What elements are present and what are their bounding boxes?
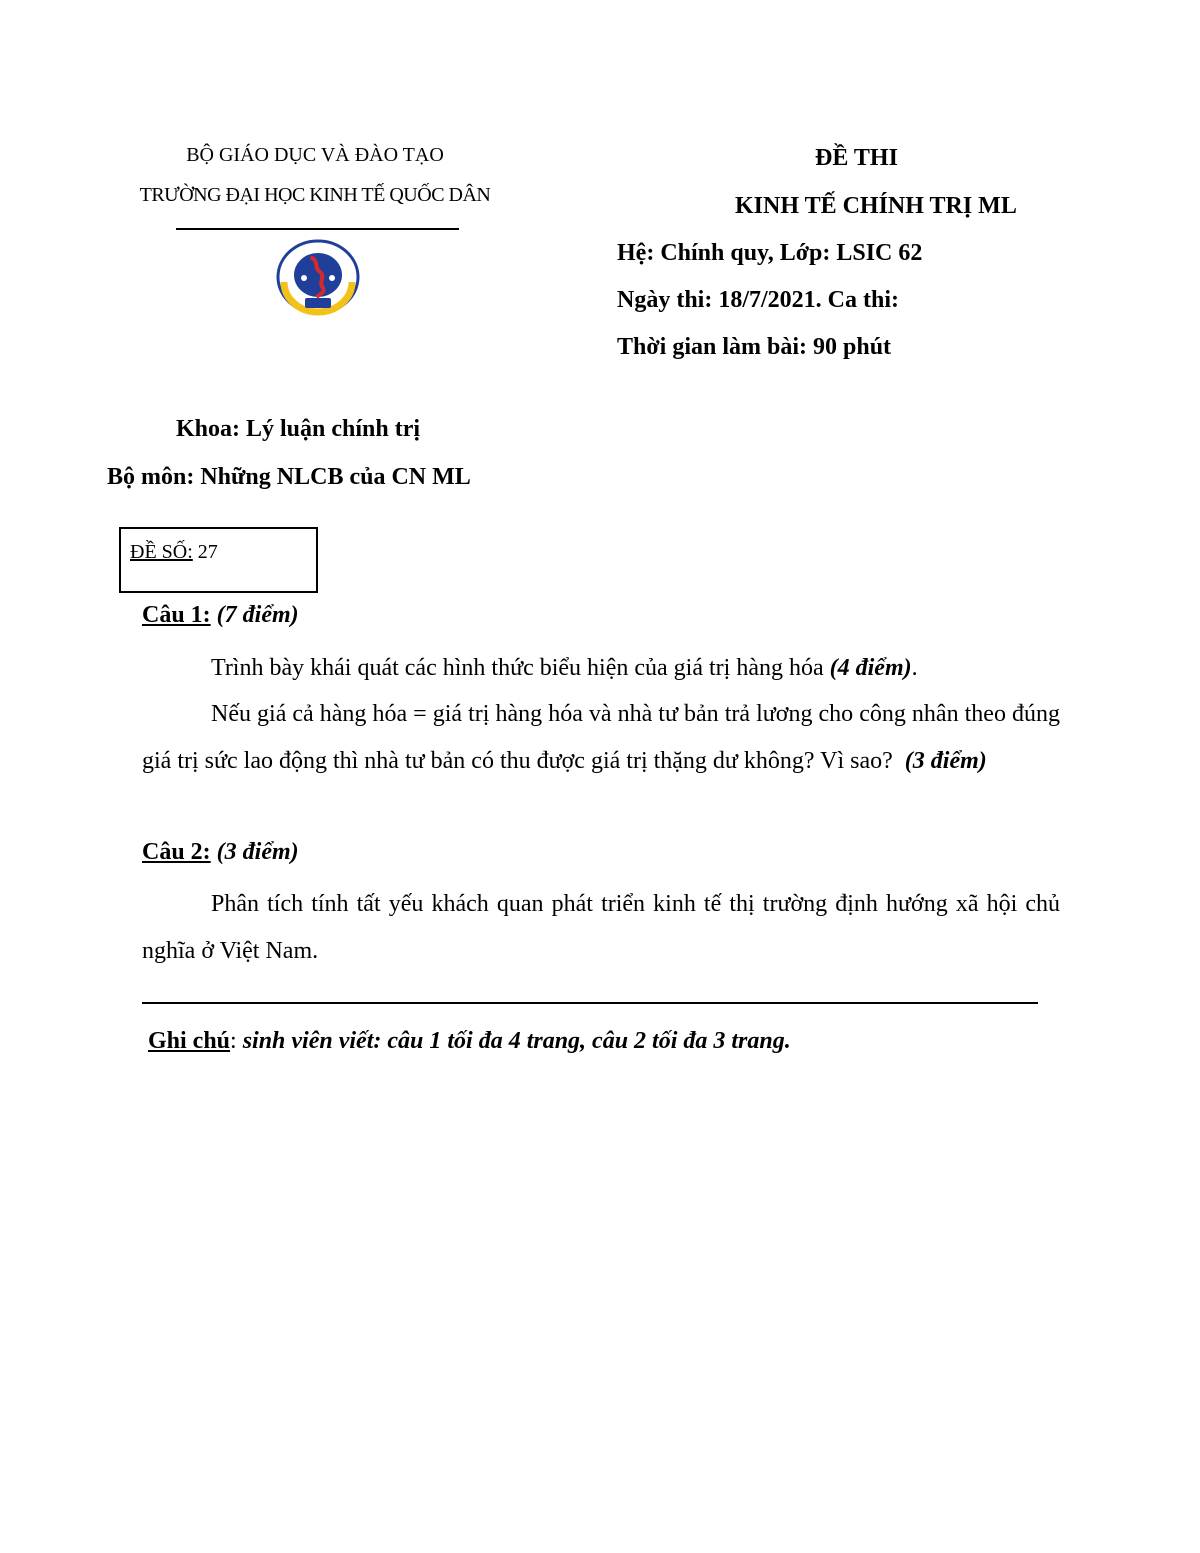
ministry-name: BỘ GIÁO DỤC VÀ ĐÀO TẠO	[186, 144, 444, 166]
question-1-label: Câu 1:	[142, 602, 211, 628]
exam-code-label: ĐỀ SỐ:	[130, 541, 193, 563]
faculty-name: Khoa: Lý luận chính trị	[176, 416, 421, 442]
question-1-heading	[142, 602, 299, 629]
program-class-line: Hệ: Chính quy, Lớp: LSIC 62	[617, 240, 923, 266]
question-2-heading	[142, 839, 299, 866]
exam-date-line: Ngày thi: 18/7/2021. Ca thi:	[617, 287, 899, 313]
header-divider	[176, 228, 459, 230]
footer-note: Ghi chú: sinh viên viết: câu 1 tối đa 4 trang, câu 2 tối đa 3 trang.	[148, 1028, 791, 1054]
question-2-text: Phân tích tính tất yếu khách quan phát triển kinh tế thị trường định hướng xã hội chủ nghĩa ở Việt Nam.	[142, 891, 1060, 964]
question-1-points: (7 điểm)	[216, 602, 299, 628]
question-2-points: (3 điểm)	[216, 839, 299, 865]
note-text: sinh viên viết: câu 1 tối đa 4 trang, câu 2 tối đa 3 trang.	[242, 1028, 791, 1054]
note-label: Ghi chú	[148, 1028, 231, 1054]
exam-duration-line: Thời gian làm bài: 90 phút	[617, 334, 892, 360]
division-name: Bộ môn: Những NLCB của CN ML	[107, 464, 471, 490]
question-1-part-a-text: Trình bày khái quát các hình thức biểu hiện của giá trị hàng hóa	[211, 655, 824, 681]
school-name: TRƯỜNG ĐẠI HỌC KINH TẾ QUỐC DÂN	[139, 184, 491, 206]
question-1-part-b-points: (3 điểm)	[904, 748, 987, 774]
exam-title: ĐỀ THI	[815, 145, 898, 171]
question-1-part-a: Trình bày khái quát các hình thức biểu hiện của giá trị hàng hóa (4 điểm).	[211, 655, 918, 681]
university-logo	[274, 238, 362, 316]
question-1-part-b-text: Nếu giá cả hàng hóa = giá trị hàng hóa và nhà tư bản trả lương cho công nhân theo đúng giá trị sức lao động thì nhà tư bản có thu được giá trị thặng dư không? Vì sao?	[142, 701, 1060, 774]
question-2-label: Câu 2:	[142, 839, 211, 865]
exam-code	[130, 541, 218, 564]
exam-code-value: 27	[197, 541, 218, 563]
question-1-part-a-points: (4 điểm)	[829, 655, 912, 681]
question-1-part-b	[142, 691, 1060, 785]
exam-subject: KINH TẾ CHÍNH TRỊ ML	[735, 193, 1017, 219]
footer-divider	[142, 1002, 1038, 1004]
